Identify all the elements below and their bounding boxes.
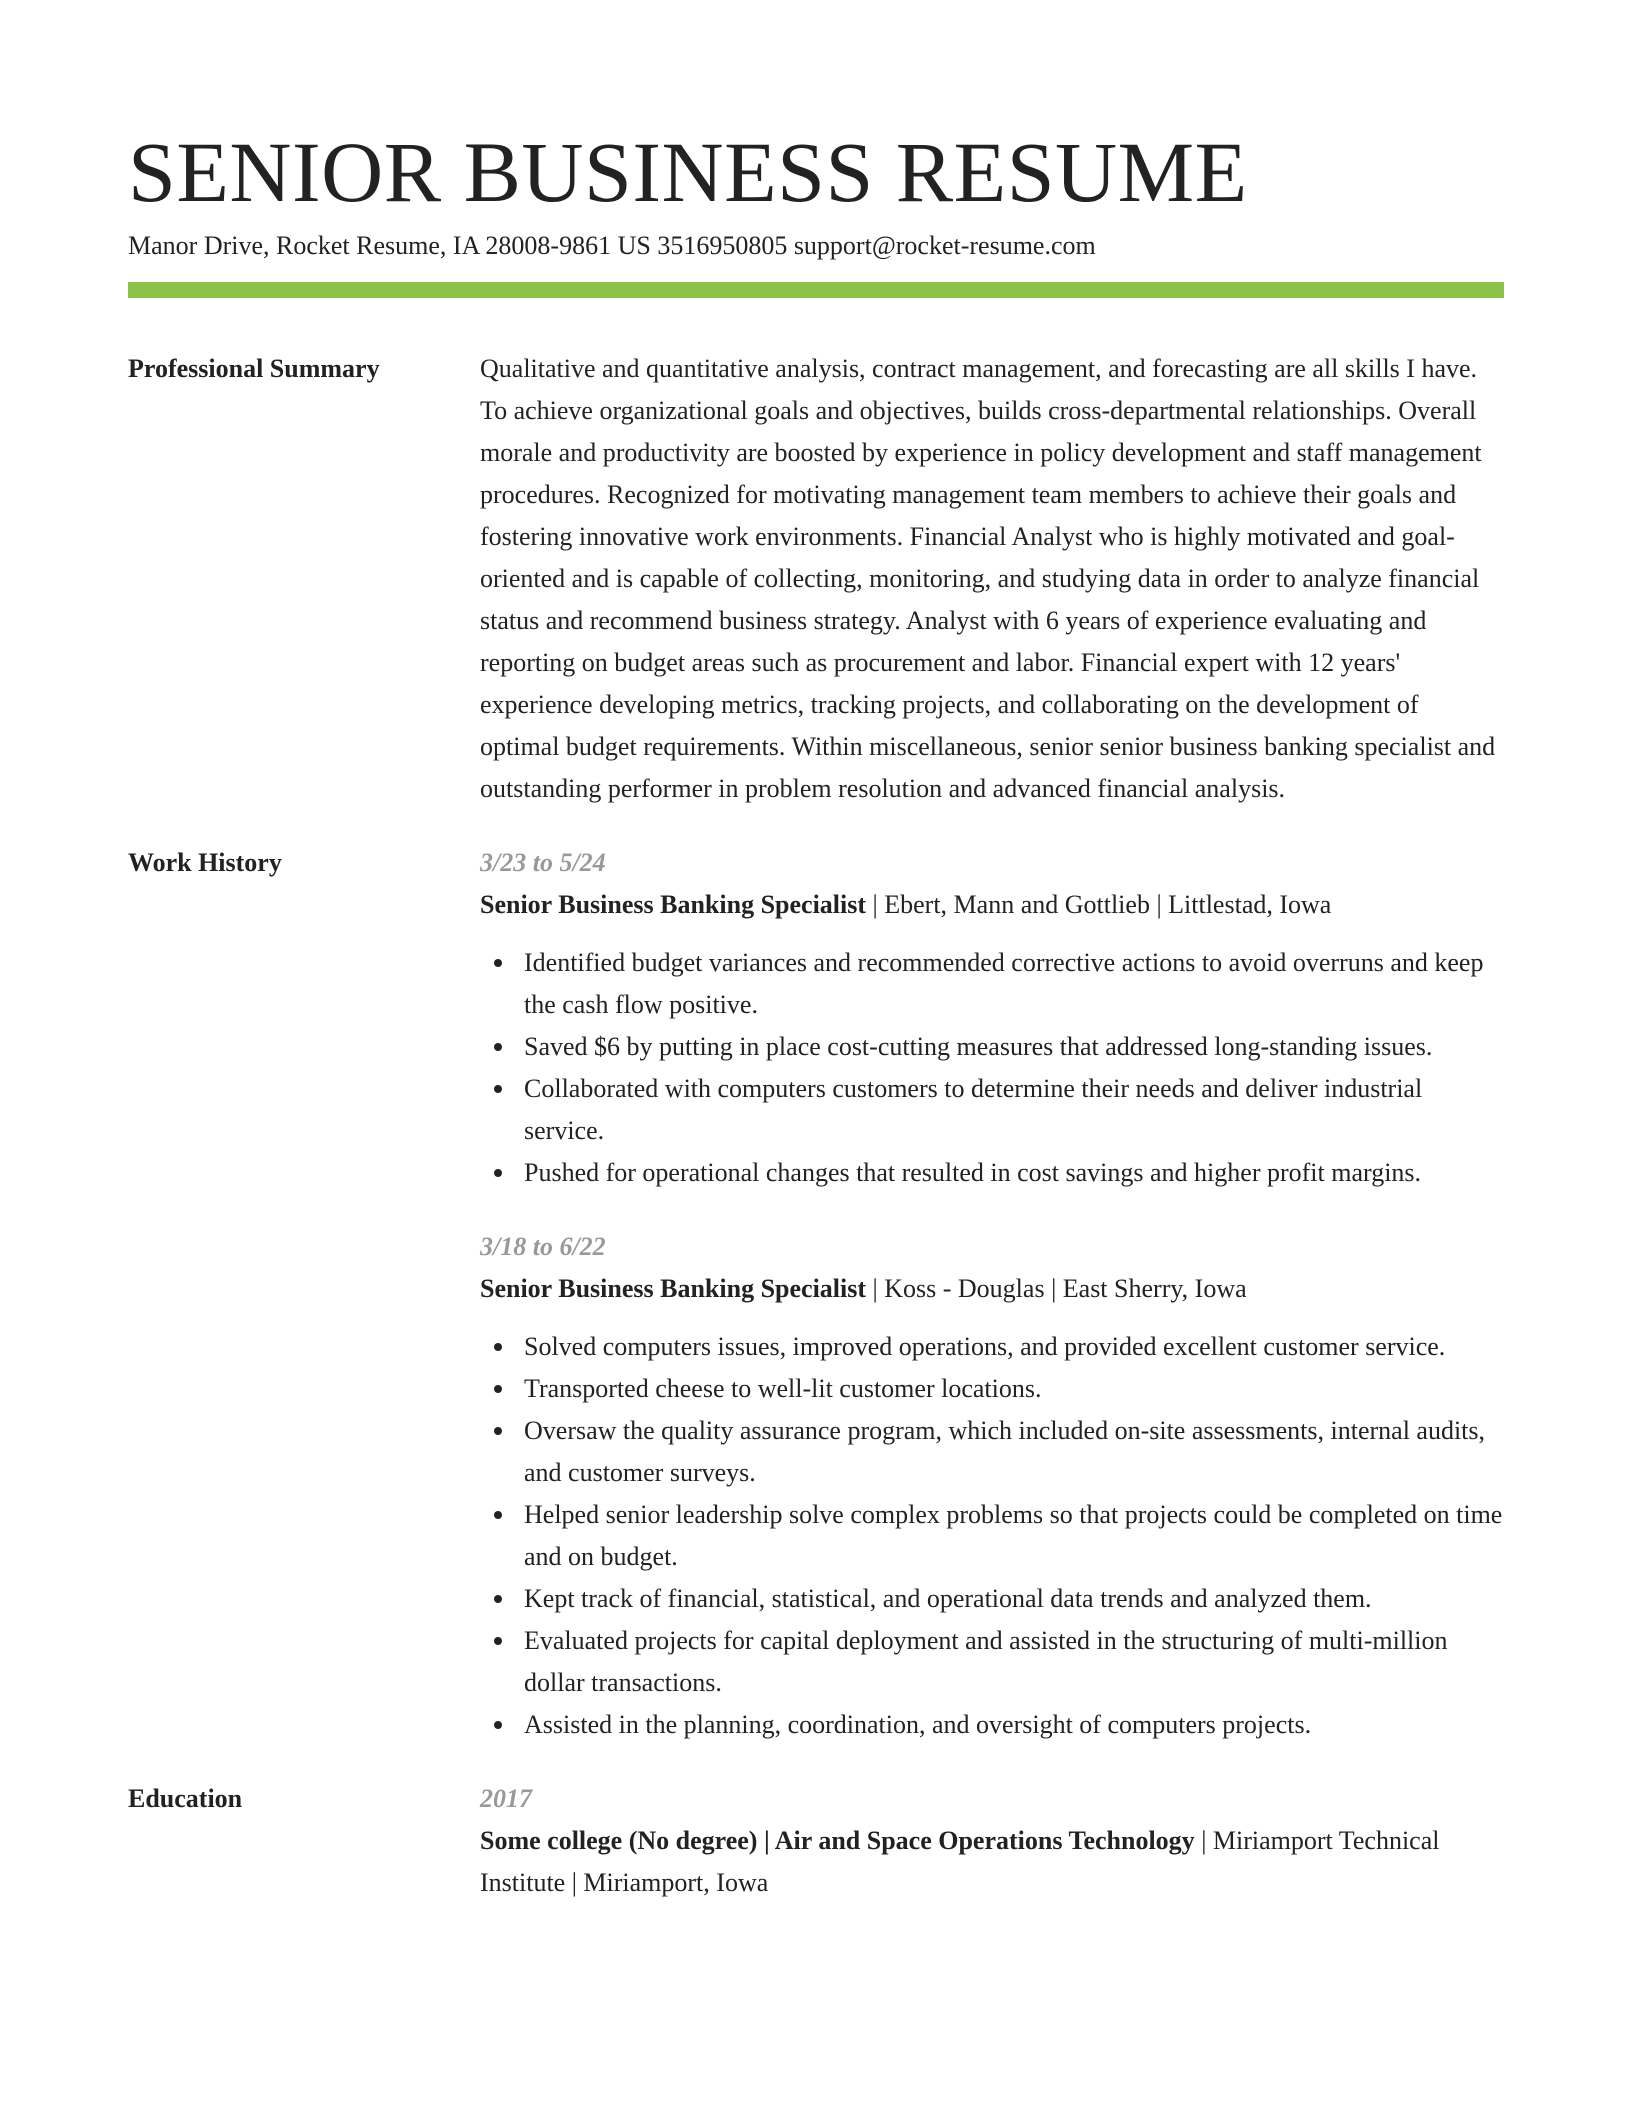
- job-bullets: [480, 1326, 1504, 1746]
- list-item: Collaborated with computers customers to determine their needs and deliver industrial service.: [524, 1068, 1504, 1152]
- education-section: [128, 1778, 1504, 1904]
- job-title: Senior Business Banking Specialist: [480, 890, 867, 919]
- list-item: Solved computers issues, improved operations, and provided excellent customer service.: [524, 1326, 1504, 1368]
- contact-line: Manor Drive, Rocket Resume, IA 28008-9861 US 3516950805 support@rocket-resume.com: [128, 231, 1096, 260]
- job-entry: [480, 1226, 1504, 1746]
- resume-title: SENIOR BUSINESS RESUME: [128, 124, 1248, 220]
- job-heading: [480, 884, 1504, 926]
- job-heading: [480, 1268, 1504, 1310]
- education-details: | Miriamport Technical Institute | Miriamport, Iowa: [480, 1826, 1440, 1897]
- list-item: Oversaw the quality assurance program, which included on-site assessments, internal audits, and customer surveys.: [524, 1410, 1504, 1494]
- job-details: | Ebert, Mann and Gottlieb | Littlestad, Iowa: [866, 890, 1332, 919]
- job-bullets: [480, 942, 1504, 1194]
- work-history-section: [128, 842, 1504, 1746]
- job-details: | Koss - Douglas | East Sherry, Iowa: [866, 1274, 1247, 1303]
- list-item: Identified budget variances and recommended corrective actions to avoid overruns and keep the cash flow positive.: [524, 942, 1504, 1026]
- section-label-summary: Professional Summary: [128, 354, 380, 383]
- list-item: Transported cheese to well-lit customer locations.: [524, 1368, 1504, 1410]
- list-item: Helped senior leadership solve complex problems so that projects could be completed on time and on budget.: [524, 1494, 1504, 1578]
- job-entry: [480, 842, 1504, 1194]
- summary-body: [480, 348, 1504, 810]
- job-dates: 3/23 to 5/24: [480, 848, 606, 877]
- job-dates: 3/18 to 6/22: [480, 1232, 606, 1261]
- section-label-education: Education: [128, 1784, 243, 1813]
- professional-summary-section: [128, 348, 1504, 810]
- work-body: [480, 842, 1504, 1746]
- education-year: 2017: [480, 1784, 532, 1813]
- summary-text: Qualitative and quantitative analysis, contract management, and forecasting are all skills I have. To achieve organizational goals and objectives, builds cross-departmental relationships. Overall morale and productivity are boosted by experience in policy development and staff management procedures. Recognized for motivating management team members to achieve their goals and fostering innovative work environments. Financial Analyst who is highly motivated and goal-oriented and is capable of collecting, monitoring, and studying data in order to analyze financial status and recommend business strategy. Analyst with 6 years of experience evaluating and reporting on budget areas such as procurement and labor. Financial expert with 12 years' experience developing metrics, tracking projects, and collaborating on the development of optimal budget requirements. Within miscellaneous, senior senior business banking specialist and outstanding performer in problem resolution and advanced financial analysis.: [480, 354, 1496, 803]
- list-item: Assisted in the planning, coordination, and oversight of computers projects.: [524, 1704, 1504, 1746]
- resume-page: [128, 0, 1504, 1904]
- education-heading: [480, 1820, 1504, 1904]
- list-item: Saved $6 by putting in place cost-cutting measures that addressed long-standing issues.: [524, 1026, 1504, 1068]
- list-item: Kept track of financial, statistical, and operational data trends and analyzed them.: [524, 1578, 1504, 1620]
- list-item: Pushed for operational changes that resulted in cost savings and higher profit margins.: [524, 1152, 1504, 1194]
- education-body: [480, 1778, 1504, 1904]
- degree-title: Some college (No degree) | Air and Space Operations Technology: [480, 1826, 1195, 1855]
- section-label-work: Work History: [128, 848, 282, 877]
- list-item: Evaluated projects for capital deployment and assisted in the structuring of multi-million dollar transactions.: [524, 1620, 1504, 1704]
- header-divider: [128, 282, 1504, 298]
- job-title: Senior Business Banking Specialist: [480, 1274, 867, 1303]
